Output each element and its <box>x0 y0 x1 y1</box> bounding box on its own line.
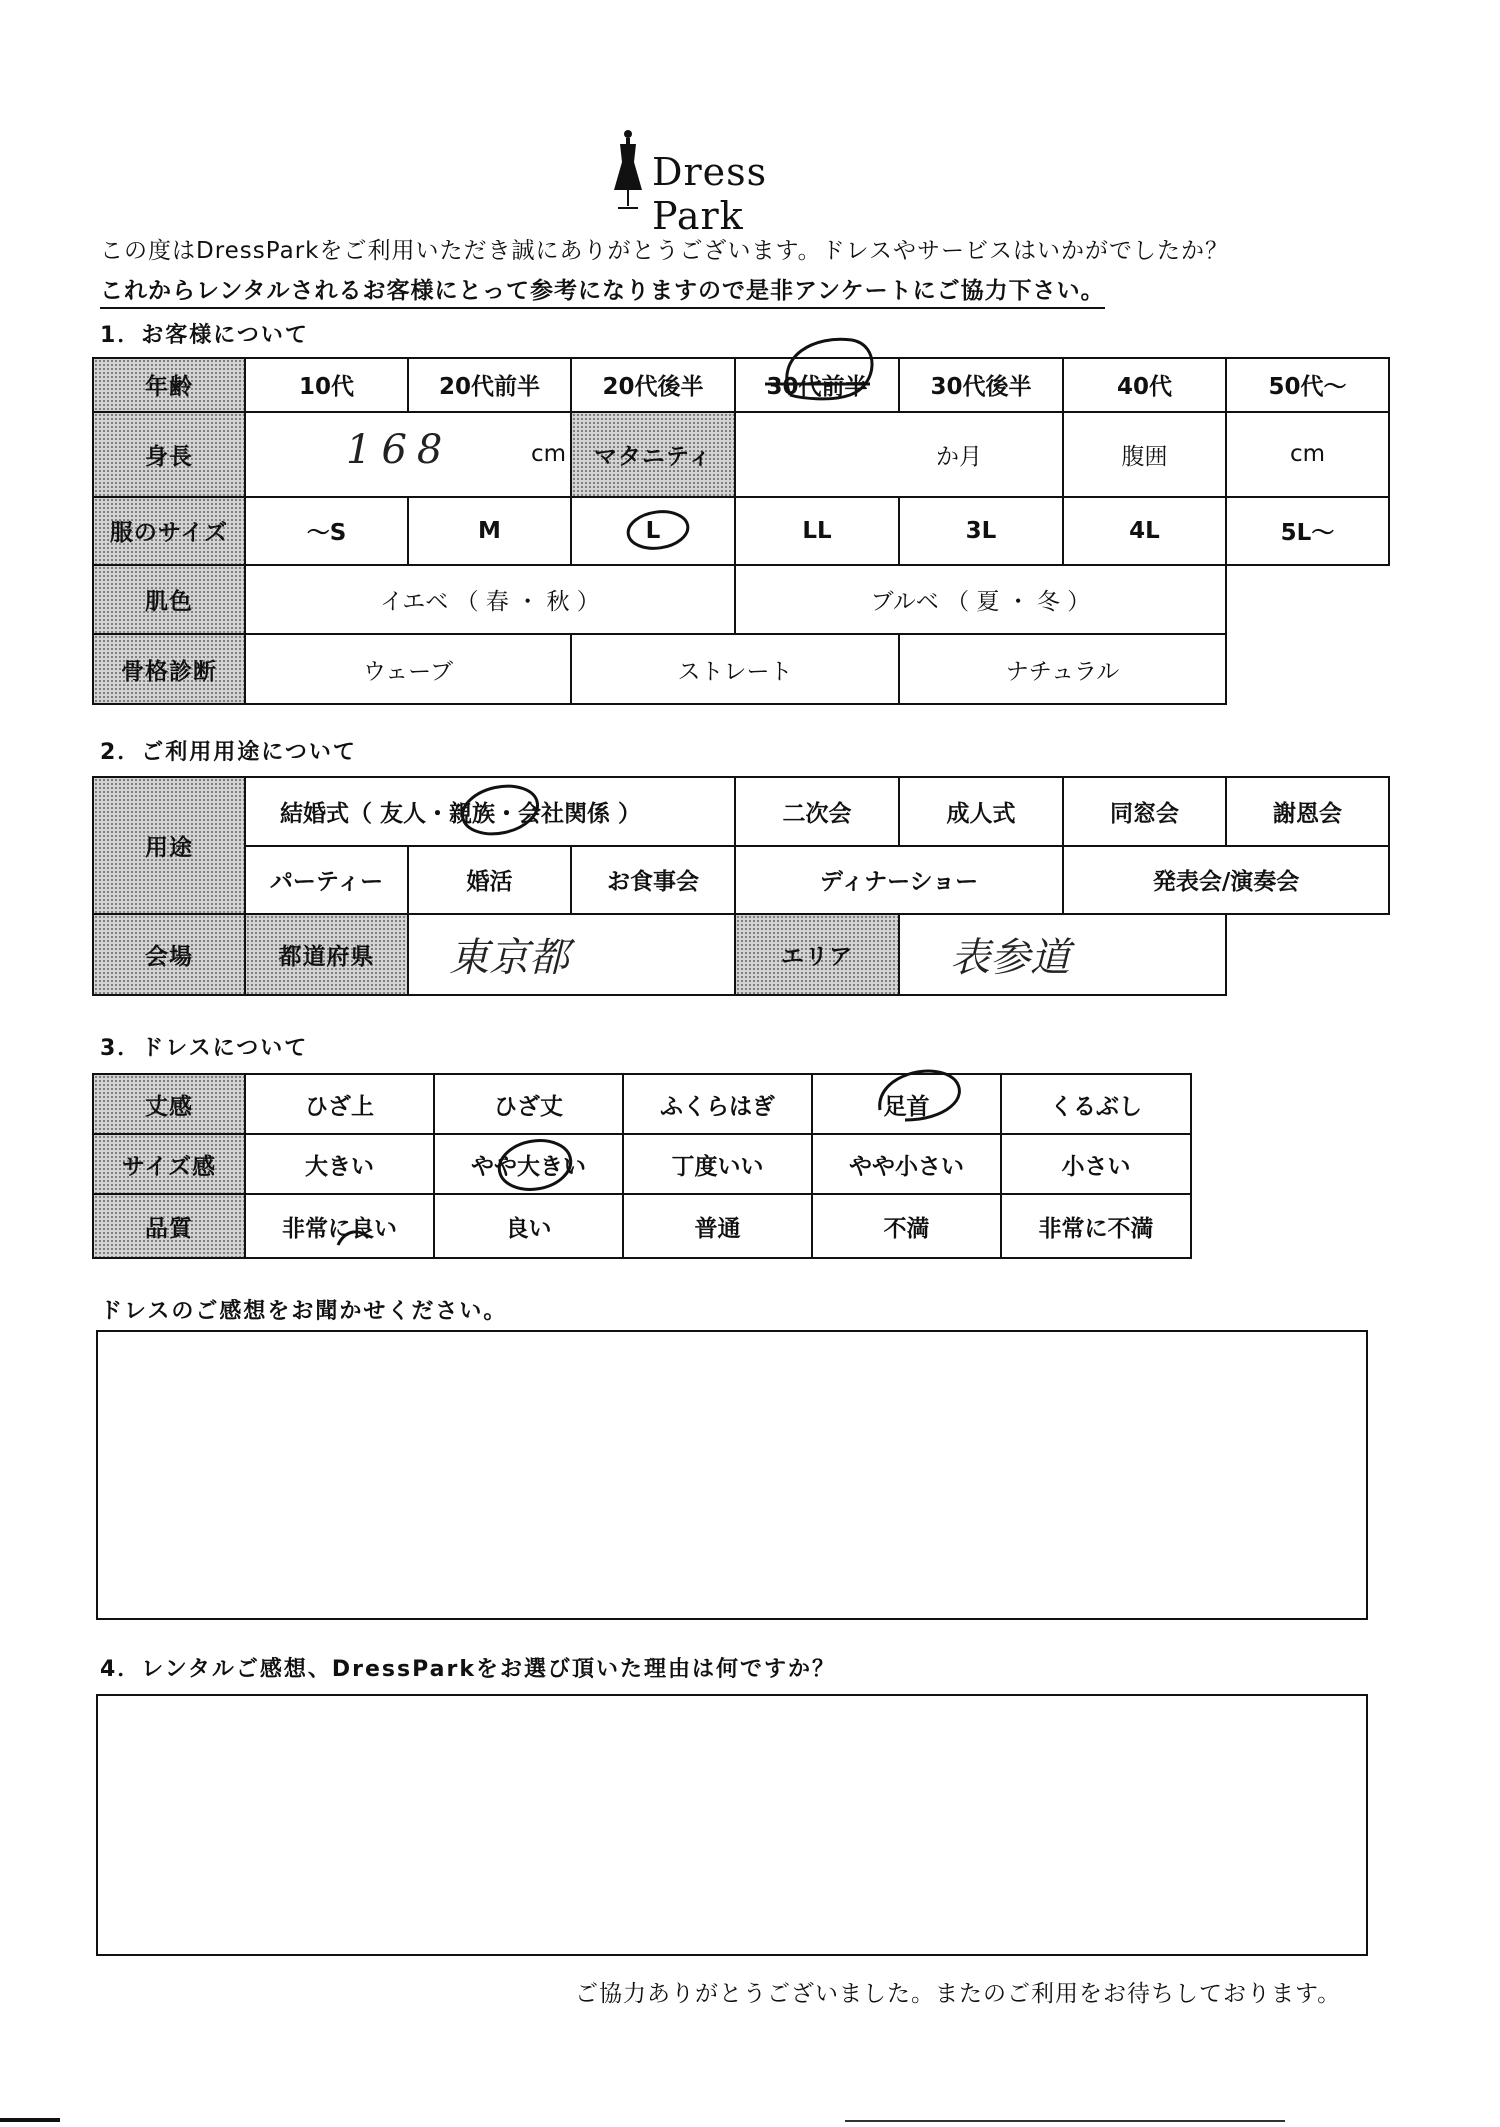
age-option[interactable]: 20代後半 <box>571 358 735 412</box>
age-option[interactable]: 40代 <box>1063 358 1226 412</box>
length-option[interactable]: ひざ上 <box>245 1074 434 1134</box>
venue-label: 会場 <box>93 914 245 995</box>
purpose-option[interactable]: ディナーショー <box>735 846 1063 915</box>
age-option[interactable]: 10代 <box>245 358 408 412</box>
empty-cell <box>1226 914 1389 995</box>
quality-option-selected[interactable]: 非常に良い <box>245 1194 434 1258</box>
section2-title: 2．ご利用用途について <box>100 740 357 765</box>
quality-option[interactable]: 非常に不満 <box>1001 1194 1191 1258</box>
intro-request: これからレンタルされるお客様にとって参考になりますので是非アンケートにご協力下さい。 <box>100 272 1105 309</box>
usage-table <box>92 776 1390 996</box>
size-option[interactable]: 3L <box>899 497 1063 566</box>
skin-blue-option[interactable]: ブルベ （ 夏 ・ 冬 ） <box>735 565 1226 634</box>
height-field[interactable] <box>245 412 571 497</box>
size-option[interactable]: 5L～ <box>1226 497 1389 566</box>
purpose-option[interactable]: 二次会 <box>735 777 899 846</box>
length-label: 丈感 <box>93 1074 245 1134</box>
empty-cell <box>1226 634 1389 704</box>
length-option[interactable]: ひざ丈 <box>434 1074 623 1134</box>
empty-cell <box>1226 565 1389 634</box>
frame-option[interactable]: ウェーブ <box>245 634 571 704</box>
maternity-field[interactable]: か月 <box>735 412 1063 497</box>
area-value: 表参道 <box>950 935 1071 982</box>
purpose-option[interactable]: 発表会/演奏会 <box>1063 846 1389 915</box>
dress-comment-box[interactable] <box>96 1330 1368 1620</box>
dress-table <box>92 1073 1192 1259</box>
size-option[interactable]: ～S <box>245 497 408 566</box>
rental-comment-box[interactable] <box>96 1694 1368 1956</box>
footer-thanks: ご協力ありがとうございました。またのご利用をお待ちしております。 <box>575 1981 1342 2007</box>
frame-option[interactable]: ナチュラル <box>899 634 1226 704</box>
scan-edge-mark <box>0 2118 60 2122</box>
purpose-option[interactable]: 同窓会 <box>1063 777 1226 846</box>
quality-option[interactable]: 普通 <box>623 1194 812 1258</box>
intro-text: この度はDressParkをご利用いただき誠にありがとうございます。ドレスやサービスはいかがでしたか？ <box>100 238 1229 264</box>
fit-option[interactable]: 丁度いい <box>623 1134 812 1194</box>
section3-title: 3．ドレスについて <box>100 1036 309 1061</box>
fit-option[interactable]: 大きい <box>245 1134 434 1194</box>
maternity-label: マタニティ <box>571 412 735 497</box>
prefecture-label: 都道府県 <box>245 914 408 995</box>
brand-name: Dress Park <box>652 150 768 238</box>
age-option[interactable]: 50代～ <box>1226 358 1389 412</box>
purpose-option[interactable]: 成人式 <box>899 777 1063 846</box>
waist-field[interactable]: cm <box>1226 412 1389 497</box>
size-option[interactable]: M <box>408 497 571 566</box>
section4-title: 4．レンタルご感想、DressParkをお選び頂いた理由は何ですか？ <box>100 1657 836 1682</box>
prefecture-value: 東京都 <box>449 935 569 982</box>
skin-yellow-option[interactable]: イエベ （ 春 ・ 秋 ） <box>245 565 735 634</box>
length-option-selected[interactable]: 足首 <box>812 1074 1001 1134</box>
size-option[interactable]: 4L <box>1063 497 1226 566</box>
waist-label: 腹囲 <box>1063 412 1226 497</box>
quality-option[interactable]: 良い <box>434 1194 623 1258</box>
age-option[interactable]: 20代前半 <box>408 358 571 412</box>
dresspark-logo <box>610 128 870 238</box>
height-label: 身長 <box>93 412 245 497</box>
size-option[interactable]: LL <box>735 497 899 566</box>
purpose-option[interactable]: 婚活 <box>408 846 571 915</box>
frame-label: 骨格診断 <box>93 634 245 704</box>
section1-title: 1．お客様について <box>100 323 309 348</box>
purpose-option[interactable]: お食事会 <box>571 846 735 915</box>
skin-label: 肌色 <box>93 565 245 634</box>
age-option-selected[interactable]: 30代前半 <box>735 358 899 412</box>
fit-option[interactable]: 小さい <box>1001 1134 1191 1194</box>
purpose-option[interactable]: パーティー <box>245 846 408 915</box>
height-unit: cm <box>530 440 566 467</box>
size-option-selected[interactable]: L <box>571 497 735 566</box>
length-option[interactable]: ふくらはぎ <box>623 1074 812 1134</box>
frame-option[interactable]: ストレート <box>571 634 899 704</box>
prefecture-field[interactable] <box>408 914 735 995</box>
fit-option[interactable]: やや小さい <box>812 1134 1001 1194</box>
quality-option[interactable]: 不満 <box>812 1194 1001 1258</box>
dress-mannequin-icon <box>610 128 646 218</box>
age-label: 年齢 <box>93 358 245 412</box>
area-field[interactable] <box>899 914 1226 995</box>
purpose-wedding[interactable]: 結婚式（ 友人・親族・会社関係 ） <box>245 777 735 846</box>
dress-comment-label: ドレスのご感想をお聞かせください。 <box>100 1299 508 1324</box>
customer-info-table <box>92 357 1390 705</box>
fit-label: サイズ感 <box>93 1134 245 1194</box>
age-option[interactable]: 30代後半 <box>899 358 1063 412</box>
scan-edge-line <box>845 2120 1285 2122</box>
height-value: 168 <box>346 426 453 473</box>
quality-label: 品質 <box>93 1194 245 1258</box>
length-option[interactable]: くるぶし <box>1001 1074 1191 1134</box>
purpose-label: 用途 <box>93 777 245 914</box>
purpose-option[interactable]: 謝恩会 <box>1226 777 1389 846</box>
fit-option-selected[interactable]: やや大きい <box>434 1134 623 1194</box>
area-label: エリア <box>735 914 899 995</box>
size-label: 服のサイズ <box>93 497 245 566</box>
